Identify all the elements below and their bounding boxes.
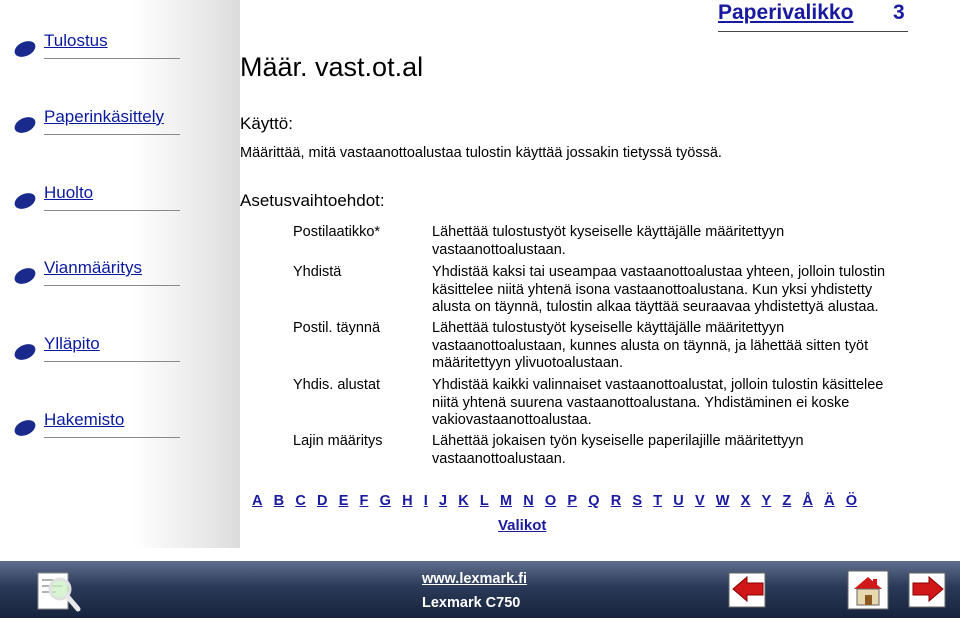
index-letter-link[interactable]: V <box>694 493 705 509</box>
index-letter-link[interactable]: I <box>423 493 428 509</box>
forward-arrow-icon[interactable] <box>903 567 947 611</box>
index-letter-link[interactable]: U <box>673 493 684 509</box>
index-letter-link[interactable]: C <box>295 493 306 509</box>
index-letter-link[interactable]: B <box>273 493 285 509</box>
index-letter-link[interactable]: Q <box>588 493 600 509</box>
index-letter-link[interactable]: L <box>479 493 489 509</box>
sidebar-item-huolto[interactable] <box>10 177 240 217</box>
usage-text: Määrittää, mitä vastaanottoalustaa tulostin käyttää jossakin tietyssä työssä. <box>240 145 722 161</box>
index-letter-link[interactable]: K <box>458 493 469 509</box>
alphabet-index <box>252 493 868 509</box>
bullet-icon <box>12 265 38 287</box>
menus-link[interactable]: Valikot <box>498 517 547 534</box>
bullet-icon <box>12 417 38 439</box>
header-divider <box>718 31 908 32</box>
page-title: Määr. vast.ot.al <box>240 52 424 82</box>
index-letter-link[interactable]: Ä <box>824 493 835 509</box>
footer-bar <box>0 561 960 618</box>
sidebar <box>0 0 240 548</box>
sidebar-item-label[interactable]: Tulostus <box>44 31 108 50</box>
index-letter-link[interactable]: Ö <box>845 493 858 509</box>
index-letter-link[interactable]: S <box>632 493 643 509</box>
settings-heading: Asetusvaihtoehdot: <box>240 191 385 210</box>
sidebar-item-label[interactable]: Huolto <box>44 183 94 202</box>
divider <box>44 210 180 211</box>
website-link[interactable]: www.lexmark.fi <box>422 571 528 587</box>
option-description: Yhdistää kaksi tai useampaa vastaanottoalustaa yhteen, jolloin tulostin käsittelee niitä yhtenä isona vastaanottoalustana. Kun yksi yhdistetty alusta on täynnä, tulostin alkaa täyttää seuraavaa yhdistettyä alustaa. <box>432 264 886 315</box>
option-description: Lähettää jokaisen työn kyseiselle paperilajille määritettyyn vastaanottoalustaan. <box>432 433 804 467</box>
option-name: Postil. täynnä <box>293 320 381 336</box>
index-letter-link[interactable]: H <box>402 493 413 509</box>
index-letter-link[interactable]: T <box>653 493 663 509</box>
sidebar-item-paperinkasittely[interactable] <box>10 101 240 141</box>
bullet-icon <box>12 114 38 136</box>
home-icon[interactable] <box>846 567 890 611</box>
sidebar-item-hakemisto[interactable] <box>10 404 240 444</box>
sidebar-item-label[interactable]: Paperinkäsittely <box>44 107 165 126</box>
usage-heading: Käyttö: <box>240 114 293 133</box>
index-letter-link[interactable]: Z <box>782 493 792 509</box>
divider <box>44 134 180 135</box>
divider <box>44 285 180 286</box>
option-description: Lähettää tulostustyöt kyseiselle käyttäjälle määritettyyn vastaanottoalustaan. <box>432 224 785 258</box>
index-letter-link[interactable]: A <box>252 493 263 509</box>
model-name: Lexmark C750 <box>422 595 521 611</box>
index-letter-link[interactable]: Y <box>761 493 772 509</box>
sidebar-item-label[interactable]: Hakemisto <box>44 410 125 429</box>
page-number: 3 <box>893 1 905 24</box>
sidebar-item-label[interactable]: Vianmääritys <box>44 258 142 277</box>
option-description: Yhdistää kaikki valinnaiset vastaanottoalustat, jolloin tulostin käsittelee niitä yhtenä suurena vastaanottoalustana. Yhdistäminen ei koske vakiovastaanottoalustaa. <box>432 377 884 428</box>
divider <box>44 58 180 59</box>
option-name: Yhdis. alustat <box>293 377 381 393</box>
sidebar-item-vianmaaritys[interactable] <box>10 252 240 292</box>
index-letter-link[interactable]: P <box>567 493 578 509</box>
index-letter-link[interactable]: J <box>438 493 448 509</box>
index-letter-link[interactable]: O <box>544 493 557 509</box>
index-letter-link[interactable]: W <box>715 493 730 509</box>
option-name: Postilaatikko* <box>293 224 381 240</box>
sidebar-item-label[interactable]: Ylläpito <box>44 334 100 353</box>
bullet-icon <box>12 190 38 212</box>
sidebar-item-yllapito[interactable] <box>10 328 240 368</box>
index-letter-link[interactable]: X <box>740 493 751 509</box>
divider <box>44 361 180 362</box>
index-letter-link[interactable]: R <box>610 493 622 509</box>
option-name: Lajin määritys <box>293 433 383 449</box>
option-name: Yhdistä <box>293 264 342 280</box>
section-title-link[interactable]: Paperivalikko <box>718 1 854 24</box>
index-letter-link[interactable]: D <box>317 493 328 509</box>
index-letter-link[interactable]: E <box>338 493 349 509</box>
index-letter-link[interactable]: Å <box>802 493 813 509</box>
index-letter-link[interactable]: M <box>499 493 513 509</box>
back-arrow-icon[interactable] <box>727 567 771 611</box>
option-description: Lähettää tulostustyöt kyseiselle käyttäjälle määritettyyn vastaanottoalustaan, kunnes alusta on täynnä, ja lähettää sitten työt määritettyyn ylivuotoalustaan. <box>432 320 869 371</box>
index-letter-link[interactable]: G <box>379 493 391 509</box>
search-icon[interactable] <box>34 567 78 611</box>
index-letter-link[interactable]: F <box>359 493 369 509</box>
index-letter-link[interactable]: N <box>523 493 534 509</box>
sidebar-item-tulostus[interactable] <box>10 25 240 65</box>
bullet-icon <box>12 341 38 363</box>
divider <box>44 437 180 438</box>
bullet-icon <box>12 38 38 60</box>
